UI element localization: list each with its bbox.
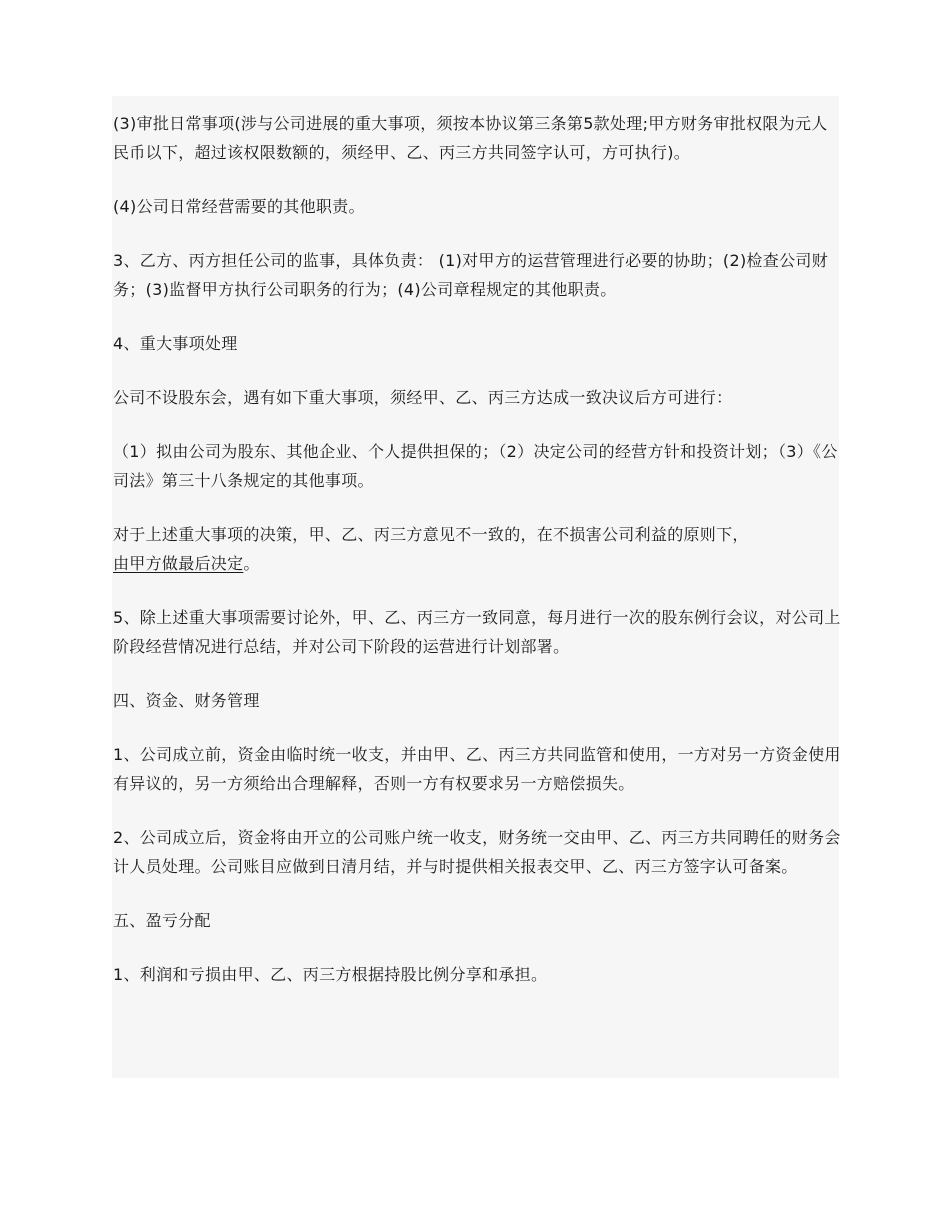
paragraph-monthly-meeting: 5、除上述重大事项需要讨论外，甲、乙、丙三方一致同意，每月进行一次的股东例行会议，对公司上阶段经营情况进行总结，并对公司下阶段的运营进行计划部署。 (113, 608, 841, 656)
decision-rule-text: 对于上述重大事项的决策，甲、乙、丙三方意见不一致的，在不损害公司利益的原则下， (113, 525, 749, 544)
paragraph-supervisor: 3、乙方、丙方担任公司的监事，具体负责： (1)对甲方的运营管理进行必要的协助；(2)检查公司财务；(3)监督甲方执行公司职务的行为；(4)公司章程规定的其他职责。 (113, 251, 828, 299)
decision-rule-end: 。 (243, 554, 260, 573)
paragraph-no-shareholders-meeting: 公司不设股东会，遇有如下重大事项，须经甲、乙、丙三方达成一致决议后方可进行： (113, 388, 733, 407)
paragraph-before-establishment: 1、公司成立前，资金由临时统一收支，并由甲、乙、丙三方共同监管和使用，一方对另一方资金使用有异议的，另一方须给出合理解释，否则一方有权要求另一方赔偿损失。 (113, 745, 841, 793)
paragraph-after-establishment: 2、公司成立后，资金将由开立的公司账户统一收支，财务统一交由甲、乙、丙三方共同聘任的财务会计人员处理。公司账目应做到日清月结，并与时提供相关报表交甲、乙、丙三方签字认可备案。 (113, 828, 841, 876)
heading-major-matters: 4、重大事项处理 (113, 334, 238, 353)
paragraph-3-3: (3)审批日常事项(涉与公司进展的重大事项，须按本协议第三条第5款处理;甲方财务审批权限为元人民币以下，超过该权限数额的，须经甲、乙、丙三方共同签字认可，方可执行)。 (113, 114, 828, 162)
heading-funds-finance: 四、资金、财务管理 (113, 691, 260, 710)
document-body (113, 109, 841, 989)
heading-profit-loss: 五、盈亏分配 (113, 911, 211, 930)
paragraph-major-matters-list: （1）拟由公司为股东、其他企业、个人提供担保的；（2）决定公司的经营方针和投资计划；（3）《公司法》第三十八条规定的其他事项。 (113, 442, 838, 490)
underlined-final-decision: 由甲方做最后决定 (113, 554, 244, 573)
paragraph-decision-rule (113, 520, 841, 578)
paragraph-3-4: (4)公司日常经营需要的其他职责。 (113, 197, 365, 216)
paragraph-profit-sharing: 1、利润和亏损由甲、乙、丙三方根据持股比例分享和承担。 (113, 965, 548, 984)
